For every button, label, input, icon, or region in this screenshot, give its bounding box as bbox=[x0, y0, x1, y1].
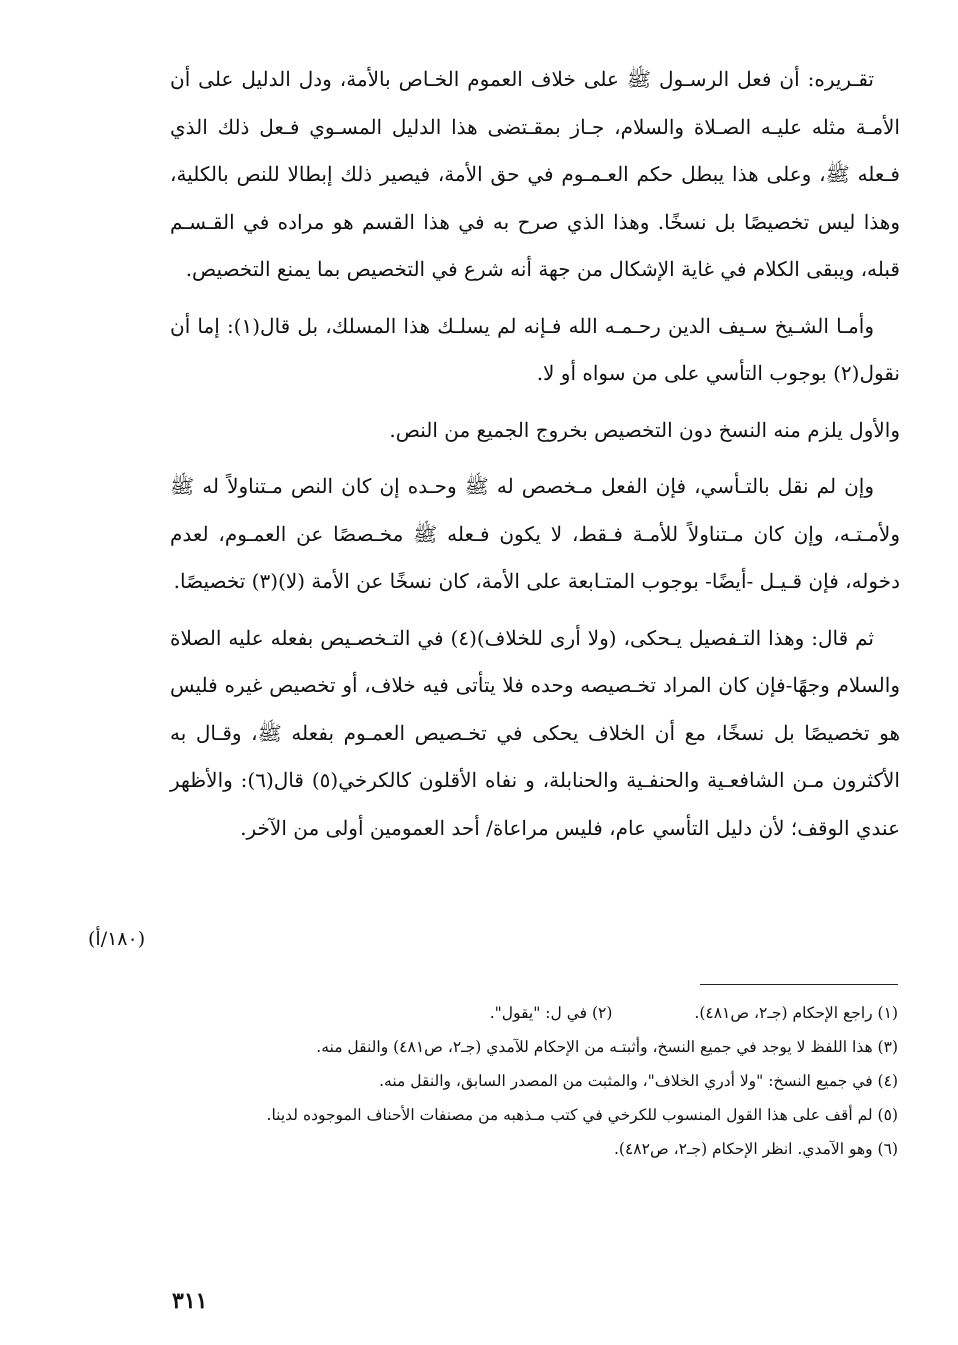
main-text bbox=[170, 56, 900, 861]
footnote: (١) راجع الإحكام (جـ٢، ص٤٨١). bbox=[694, 1004, 898, 1022]
paragraph: وإن لم نقل بالتـأسي، فإن الفعل مـخصص له ﷺ وحـده إن كان النص مـتناولاً له ﷺ ولأمـتـه، وإن كان مـتناولاً للأمـة فـقط، لا يكون فـعله ﷺ مخـصصًا عن العمـوم، لعدم دخوله، فإن قـيـل -أيضًا- بوجوب المتـابعة على الأمة، كان نسخًا عن الأمة (لا)(٣) تخصيصًا. bbox=[170, 474, 900, 593]
footnote: (٣) هذا اللفظ لا يوجد في جميع النسخ، وأثبتـه من الإحكام للآمدي (جـ٢، ص٤٨١) والنقل منه. bbox=[316, 1038, 898, 1056]
footnote: (٢) في ل: "يقول". bbox=[489, 1004, 613, 1022]
footnote: (٤) في جميع النسخ: "ولا أدري الخلاف"، والمثبت من المصدر السابق، والنقل منه. bbox=[379, 1072, 898, 1090]
footnotes bbox=[170, 997, 898, 1167]
footnote-separator bbox=[700, 984, 898, 985]
paragraph: ثم قال: وهذا التـفصيل يـحكى، (ولا أرى للخلاف)(٤) في التـخصـيص بفعله عليه الصلاة والسلام وجهًا-فإن كان المراد تخـصيصه وحده فلا يتأتى فيه خلاف، أو تخصيص غيره فليس هو تخصيصًا بل نسخًا، مع أن الخلاف يحكى في تخـصيص العمـوم بفعله ﷺ، وقـال به الأكثرون مـن الشافعـية والحنفـية والحنابلة، و نفاه الأقلون كالكرخي(٥) قال(٦): والأظهر عندي الوقف؛ لأن دليل التأسي عام، فليس مراعاة/ أحد العمومين أولى من الآخر. bbox=[170, 625, 900, 840]
paragraph: تقـريره: أن فعل الرسـول ﷺ على خلاف العموم الخـاص بالأمة، ودل الدليل على أن الأمـة مثله عليـه الصـلاة والسلام، جـاز بمقـتضى هذا الدليل المسـوي فـعل ذلك الذي فـعله ﷺ، وعلى هذا يبطل حكم العـمـوم في حق الأمة، فيصير ذلك إبطالا للنص بالكلية، وهذا ليس تخصيصًا بل نسخًا. وهذا الذي صرح به في هذا القسم هو مراده في القـسـم قبله، ويبقى الكلام في غاية الإشكال من جهة أنه شرع في التخصيص بما يمنع التخصيص. bbox=[170, 67, 900, 281]
margin-manuscript-reference: (١٨٠/أ) bbox=[88, 928, 146, 950]
paragraph: والأول يلزم منه النسخ دون التخصيص بخروج الجميع من النص. bbox=[389, 417, 900, 442]
footnote-row bbox=[170, 997, 898, 1029]
page-number: ٣١١ bbox=[172, 1288, 208, 1314]
footnote: (٦) وهو الآمدي. انظر الإحكام (جـ٢، ص٤٨٢). bbox=[613, 1140, 898, 1158]
paragraph: وأمـا الشـيخ سـيف الدين رحـمـه الله فـإنه لم يسلـك هذا المسلك، بل قال(١): إما أن نقول(٢) بوجوب التأسي على من سواه أو لا. bbox=[170, 313, 900, 385]
footnote: (٥) لم أقف على هذا القول المنسوب للكرخي في كتب مـذهبه من مصنفات الأحناف الموجوده لدينا. bbox=[266, 1106, 898, 1124]
